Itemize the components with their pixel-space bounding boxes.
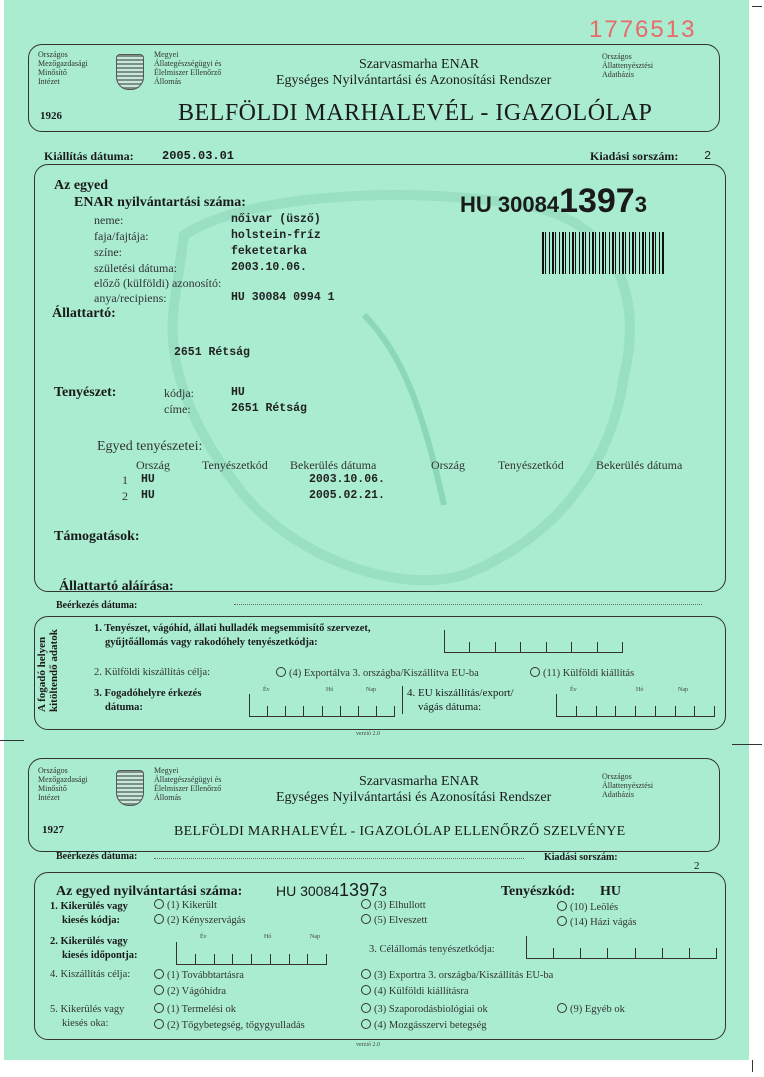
- field-sex-value: nőivar (üsző): [231, 213, 321, 226]
- version-label: verzió 2.0: [356, 731, 380, 737]
- stub-exit2-label: 2. Kikerülés vagy kiesés időpontja:: [50, 936, 138, 961]
- enar-id: HU 3008413973: [460, 182, 647, 220]
- stub-ship4-option-4[interactable]: (4) Külföldi kiállításra: [361, 985, 468, 997]
- stub-date-month-label: Hó: [264, 934, 272, 940]
- radio-circle-icon: [361, 914, 371, 924]
- receiver-item3: 3. Fogadóhelyre érkezés dátuma:: [94, 688, 202, 713]
- field-color-value: feketetarka: [231, 245, 307, 258]
- stub-title: BELFÖLDI MARHALEVÉL - IGAZOLÓLAP ELLENŐRZŐ SZELVÉNYE: [174, 824, 626, 839]
- stub-mid-org-block: Megyei Állategészségügyi és Élelmiszer Ellenőrző Állomás: [154, 766, 222, 802]
- history-header-date-1: Bekerülés dátuma: [290, 458, 377, 472]
- stub-exit5-option-2[interactable]: (2) Tőgybetegség, tőgygyulladás: [154, 1019, 305, 1031]
- field-mother-value: HU 30084 0994 1: [231, 291, 335, 304]
- field-birthdate-label: születési dátuma:: [94, 261, 177, 275]
- history-row-no: 2: [122, 489, 128, 503]
- history-header-country-2: Ország: [431, 458, 465, 472]
- cut-mark: [752, 6, 762, 7]
- radio-circle-icon: [361, 1003, 371, 1013]
- stub-holding-label: Tenyészkód:: [501, 884, 576, 899]
- receiver-item2-option-exhibition[interactable]: (11) Külföldi kiállítás: [530, 667, 634, 679]
- stub-exit1-option-2[interactable]: (2) Kényszervágás: [154, 914, 245, 926]
- stub-form-number: 1927: [42, 824, 64, 836]
- holding-code-label: kódja:: [164, 386, 194, 400]
- history-row-date: 2003.10.06.: [309, 473, 385, 486]
- eu-date-day-label: Nap: [678, 687, 688, 693]
- left-org-block: Országos Mezőgazdasági Minősítő Intézet: [38, 50, 88, 86]
- field-color-label: színe:: [94, 245, 122, 259]
- stub-left-org-block: Országos Mezőgazdasági Minősítő Intézet: [38, 766, 88, 802]
- stub-exit1-option-1[interactable]: (1) Kikerült: [154, 899, 217, 911]
- stub-exit1-option-5[interactable]: (5) Elveszett: [361, 914, 427, 926]
- stub-exit-date-cells[interactable]: [176, 942, 327, 965]
- form-sheet: [4, 0, 749, 1060]
- stub-right-org-block: Országos Állattenyésztési Adatbázis: [602, 772, 654, 799]
- stub-destination-code-cells[interactable]: [526, 936, 717, 959]
- radio-circle-icon: [154, 1003, 164, 1013]
- stub-exit5-option-3[interactable]: (3) Szaporodásbiológiai ok: [361, 1003, 488, 1015]
- right-org-block: Országos Állattenyésztési Adatbázis: [602, 52, 654, 79]
- subsidies-label: Támogatások:: [54, 529, 140, 544]
- field-sex-label: neme:: [94, 213, 124, 227]
- receiver-item1: 1. Tenyészet, vágóhíd, állati hulladék megsemmisítő szervezet, gyűjtőállomás vagy rakodóhely tenyészetkódja:: [94, 623, 371, 648]
- date-month-label: Hó: [326, 687, 334, 693]
- history-row-country: HU: [141, 489, 155, 502]
- stub-system-subtitle: Egységes Nyilvántartási és Azonosítási Rendszer: [276, 790, 552, 805]
- field-prev-id-label: előző (külföldi) azonosító:: [94, 276, 222, 290]
- stub-exit1-option-10[interactable]: (10) Leölés: [557, 901, 618, 913]
- stub-version-label: verzió 2.0: [356, 1042, 380, 1048]
- stub-exit3-label: 3. Célállomás tenyészetkódja:: [369, 944, 495, 955]
- history-header-code-2: Tenyészetkód: [498, 458, 564, 472]
- issue-date-label: Kiállítás dátuma:: [44, 149, 134, 163]
- radio-circle-icon: [154, 969, 164, 979]
- holding-address-label: címe:: [164, 402, 191, 416]
- issue-serial-value: 2: [704, 149, 712, 163]
- field-mother-label: anya/recipiens:: [94, 291, 167, 305]
- stub-exit5-option-4[interactable]: (4) Mozgásszervi betegség: [361, 1019, 487, 1031]
- issue-date-value: 2005.03.01: [162, 149, 235, 163]
- radio-circle-icon: [361, 985, 371, 995]
- receiver-item4: 4. EU kiszállítás/export/ vágás dátuma:: [402, 686, 514, 714]
- stub-arrival-label: Beérkezés dátuma:: [56, 851, 138, 862]
- stub-serial-label: Kiadási sorszám:: [544, 852, 618, 863]
- holding-label: Tenyészet:: [54, 385, 117, 400]
- radio-circle-icon: [361, 899, 371, 909]
- eu-date-month-label: Hó: [636, 687, 644, 693]
- radio-circle-icon: [361, 1019, 371, 1029]
- history-row-country: HU: [141, 473, 155, 486]
- animal-section-label: Az egyed: [54, 178, 109, 193]
- keeper-address: 2651 Rétság: [174, 346, 250, 359]
- field-breed-label: faja/fajtája:: [94, 229, 149, 243]
- issue-serial-label: Kiadási sorszám:: [590, 149, 679, 163]
- receiver-arrival-date-cells[interactable]: [249, 694, 395, 717]
- stub-ship4-option-3[interactable]: (3) Exportra 3. országba/Kiszállítás EU-ba: [361, 969, 553, 981]
- stub-ship4-option-1[interactable]: (1) Továbbtartásra: [154, 969, 244, 981]
- stub-holding-value: HU: [600, 884, 621, 899]
- date-day-label: Nap: [366, 687, 376, 693]
- stub-date-year-label: Év: [200, 934, 207, 940]
- cut-mark: [0, 740, 24, 741]
- stub-system-title: Szarvasmarha ENAR: [359, 774, 480, 789]
- history-header-date-2: Bekerülés dátuma: [596, 458, 683, 472]
- radio-circle-icon: [154, 1019, 164, 1029]
- arrival-date-label: Beérkezés dátuma:: [56, 600, 138, 611]
- stub-ship4-label: 4. Kiszállítás célja:: [50, 969, 131, 980]
- stub-arrival-dotted-line: [154, 858, 524, 859]
- system-subtitle: Egységes Nyilvántartási és Azonosítási Rendszer: [276, 73, 552, 88]
- mid-org-block: Megyei Állategészségügyi és Élelmiszer Ellenőrző Állomás: [154, 50, 222, 86]
- main-title: BELFÖLDI MARHALEVÉL - IGAZOLÓLAP: [178, 100, 653, 126]
- form-number: 1926: [40, 110, 62, 122]
- history-header-code-1: Tenyészetkód: [202, 458, 268, 472]
- receiver-side-label: A fogadó helyen kitöltendő adatok: [36, 629, 60, 712]
- stub-exit1-label: 1. Kikerülés vagy kiesés kódja:: [50, 901, 128, 926]
- radio-circle-icon: [154, 914, 164, 924]
- field-breed-value: holstein-fríz: [231, 229, 321, 242]
- enar-label: ENAR nyilvántartási száma:: [74, 195, 246, 210]
- stub-exit1-option-3[interactable]: (3) Elhullott: [361, 899, 426, 911]
- history-row-date: 2005.02.21.: [309, 489, 385, 502]
- history-header-country-1: Ország: [136, 458, 170, 472]
- barcode: [542, 232, 664, 274]
- holding-code-value: HU: [231, 386, 245, 399]
- receiver-item2-option-export[interactable]: (4) Exportálva 3. országba/Kiszállítva EU-ba: [276, 667, 479, 679]
- stub-enar-id: HU 3008413973: [276, 880, 387, 900]
- radio-circle-icon: [557, 916, 567, 926]
- receiver-eu-date-cells[interactable]: [556, 694, 715, 717]
- keeper-label: Állattartó:: [52, 306, 116, 321]
- stub-date-day-label: Nap: [310, 934, 320, 940]
- stub-ship4-option-2[interactable]: (2) Vágóhídra: [154, 985, 226, 997]
- cut-mark: [732, 744, 762, 745]
- stub-enar-label: Az egyed nyilvántartási száma:: [56, 884, 243, 899]
- receiver-item2-label: 2. Külföldi kiszállítás célja:: [94, 667, 211, 678]
- history-row-no: 1: [122, 473, 128, 487]
- history-title: Egyed tenyészetei:: [97, 439, 203, 454]
- stub-exit5-label: 5. Kikerülés vagy kiesés oka:: [50, 1004, 125, 1029]
- cut-mark: [752, 1060, 754, 1072]
- radio-circle-icon: [557, 901, 567, 911]
- field-birthdate-value: 2003.10.06.: [231, 261, 307, 274]
- system-title: Szarvasmarha ENAR: [359, 57, 480, 72]
- receiver-holding-code-cells[interactable]: [444, 630, 623, 653]
- stub-exit5-option-9[interactable]: (9) Egyéb ok: [557, 1003, 625, 1015]
- date-year-label: Év: [263, 687, 270, 693]
- top-serial-number: 1776513: [589, 16, 697, 43]
- stub-exit1-option-14[interactable]: (14) Házi vágás: [557, 916, 636, 928]
- coat-of-arms-icon: [116, 54, 144, 90]
- stub-serial-value: 2: [694, 860, 700, 872]
- radio-circle-icon: [276, 667, 286, 677]
- radio-circle-icon: [530, 667, 540, 677]
- radio-circle-icon: [557, 1003, 567, 1013]
- eu-date-year-label: Év: [570, 687, 577, 693]
- arrival-dotted-line: [234, 604, 702, 605]
- radio-circle-icon: [154, 985, 164, 995]
- holding-address-value: 2651 Rétság: [231, 402, 307, 415]
- coat-of-arms-icon: [116, 770, 144, 806]
- radio-circle-icon: [361, 969, 371, 979]
- signature-label: Állattartó aláírása:: [59, 579, 174, 594]
- stub-exit5-option-1[interactable]: (1) Termelési ok: [154, 1003, 236, 1015]
- radio-circle-icon: [154, 899, 164, 909]
